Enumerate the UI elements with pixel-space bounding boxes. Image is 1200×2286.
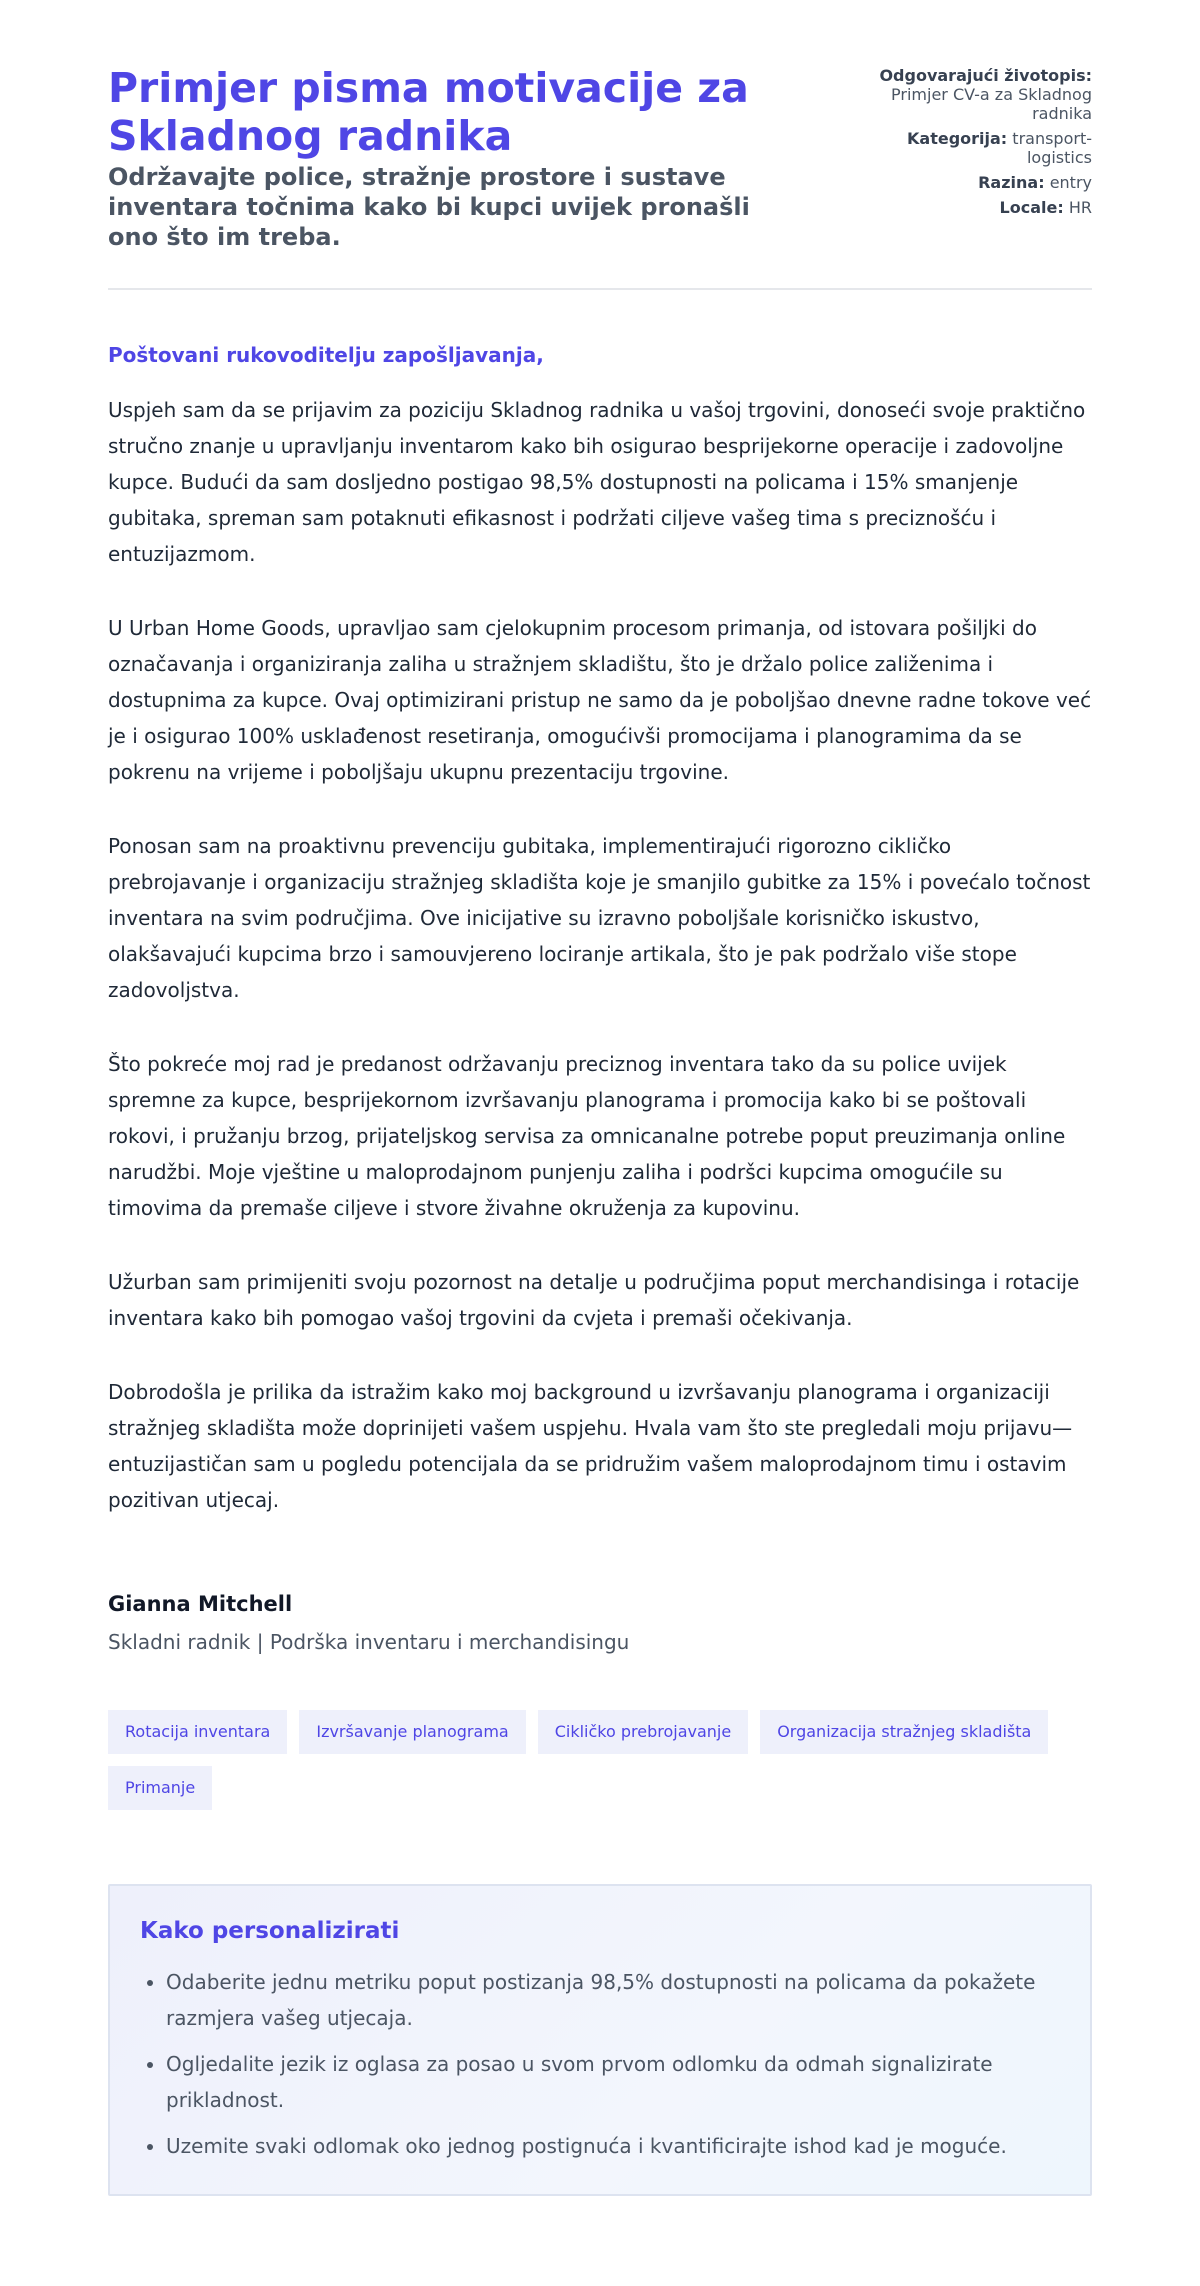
tip-item: • Uzemite svaki odlomak oko jednog postignuća i kvantificirajte ishod kad je moguće. bbox=[166, 2128, 1060, 2164]
skill-tag: Rotacija inventara bbox=[108, 1710, 287, 1754]
tip-item: • Odaberite jednu metriku poput postizanja 98,5% dostupnosti na policama da pokažete razmjera vašeg utjecaja. bbox=[166, 1964, 1060, 2036]
meta-locale-value: HR bbox=[1068, 198, 1092, 217]
personalize-tips-box bbox=[108, 1884, 1092, 2196]
meta-resume bbox=[842, 66, 1092, 123]
signature-block bbox=[108, 1590, 1092, 1656]
letter-paragraph: Što pokreće moj rad je predanost održavanju preciznog inventara tako da su police uvijek spremne za kupce, besprijekornom izvršavanju planograma i promocija kako bi se poštovali rokovi, i pružanju brzog, prijateljskog servisa za omnicanalne potrebe poput preuzimanja online narudžbi. Moje vještine u maloprodajnom punjenju zaliha i podršci kupcima omogućile su timovima da premaše ciljeve i stvore živahne okruženja za kupovinu. bbox=[108, 1052, 1066, 1220]
meta-level-key: Razina: bbox=[978, 173, 1045, 192]
skill-tag: Organizacija stražnjeg skladišta bbox=[760, 1710, 1048, 1754]
page-subtitle: Održavajte police, stražnje prostore i sustave inventara točnima kako bi kupci uvijek pronašli ono što im treba. bbox=[108, 163, 750, 251]
tips-title: Kako personalizirati bbox=[140, 1918, 400, 1944]
signature-role: Skladni radnik | Podrška inventaru i merchandisingu bbox=[108, 1630, 630, 1654]
salutation: Poštovani rukovoditelju zapošljavanja, bbox=[108, 343, 544, 367]
meta-category-key: Kategorija: bbox=[907, 129, 1008, 148]
skill-tag: Primanje bbox=[108, 1766, 212, 1810]
meta-locale-key: Locale: bbox=[999, 198, 1064, 217]
skill-tag: Izvršavanje planograma bbox=[299, 1710, 525, 1754]
meta-level bbox=[842, 173, 1092, 192]
meta-info bbox=[842, 66, 1092, 223]
letter-paragraph: Dobrodošla je prilika da istražim kako moj background u izvršavanju planograma i organizaciji stražnjeg skladišta može doprinijeti vašem uspjehu. Hvala vam što ste pregledali moju prijavu—entuzijastičan sam u pogledu potencijala da se pridružim vašem maloprodajnom timu i ostavim pozitivan utjecaj. bbox=[108, 1380, 1073, 1512]
page-header bbox=[108, 0, 1092, 290]
meta-resume-key: Odgovarajući životopis: bbox=[879, 66, 1092, 85]
meta-level-value: entry bbox=[1049, 173, 1092, 192]
letter-paragraph: Užurban sam primijeniti svoju pozornost na detalje u područjima poput merchandisinga i rotacije inventara kako bih pomogao vašoj trgovini da cvjeta i premaši očekivanja. bbox=[108, 1270, 1080, 1330]
page-title: Primjer pisma motivacije za Skladnog radnika bbox=[108, 64, 749, 160]
meta-category-value: transport-logistics bbox=[1012, 129, 1092, 167]
skill-tags bbox=[108, 1710, 1098, 1810]
signature-name: Gianna Mitchell bbox=[108, 1592, 293, 1616]
meta-locale bbox=[842, 198, 1092, 217]
meta-resume-value: Primjer CV-a za Skladnog radnika bbox=[891, 85, 1092, 123]
header-titles bbox=[108, 64, 808, 252]
skill-tag: Cikličko prebrojavanje bbox=[538, 1710, 749, 1754]
letter-paragraph: Ponosan sam na proaktivnu prevenciju gubitaka, implementirajući rigorozno cikličko prebrojavanje i organizaciju stražnjeg skladišta koje je smanjilo gubitke za 15% i povećalo točnost inventara na svim područjima. Ove inicijative su izravno poboljšale korisničko iskustvo, olakšavajući kupcima brzo i samouvjereno lociranje artikala, što je pak podržalo više stope zadovoljstva. bbox=[108, 834, 1091, 1002]
letter-paragraph: Uspjeh sam da se prijavim za poziciju Skladnog radnika u vašoj trgovini, donoseći svoje praktično stručno znanje u upravljanju inventarom kako bih osigurao besprijekorne operacije i zadovoljne kupce. Budući da sam dosljedno postigao 98,5% dostupnosti na policama i 15% smanjenje gubitaka, spreman sam potaknuti efikasnost i podržati ciljeve vašeg tima s preciznošću i entuzijazmom. bbox=[108, 398, 1086, 566]
tip-item: • Ogljedalite jezik iz oglasa za posao u svom prvom odlomku da odmah signalizirate prikladnost. bbox=[166, 2046, 1060, 2118]
letter-paragraph: U Urban Home Goods, upravljao sam cjelokupnim procesom primanja, od istovara pošiljki do označavanja i organiziranja zaliha u stražnjem skladištu, što je držalo police zaliženima i dostupnima za kupce. Ovaj optimizirani pristup ne samo da je poboljšao dnevne radne tokove već je i osigurao 100% usklađenost resetiranja, omogućivši promocijama i planogramima da se pokrenu na vrijeme i poboljšaju ukupnu prezentaciju trgovine. bbox=[108, 616, 1092, 784]
meta-category bbox=[842, 129, 1092, 167]
tips-list bbox=[140, 1964, 1060, 2164]
letter-body bbox=[108, 342, 1092, 1518]
